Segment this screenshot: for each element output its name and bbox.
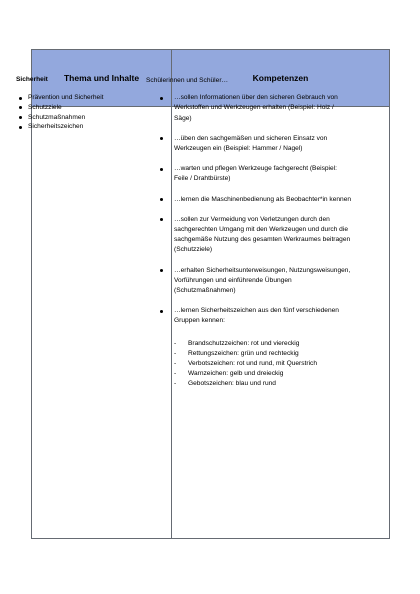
topic-cell bbox=[16, 76, 134, 132]
topic-list-item: Sicherheitszeichen bbox=[16, 122, 134, 132]
topic-list-item: Schutzmaßnahmen bbox=[16, 113, 134, 123]
competency-item: …sollen zur Vermeidung von Verletzungen durch den sachgerechten Umgang mit den Werkzeugen und durch die sachgemäße Nutzung des gesamten Werkraumes beitragen (Schutzziele) bbox=[146, 215, 352, 256]
topic-list-item: Schutzziele bbox=[16, 103, 134, 113]
competency-cell bbox=[146, 76, 352, 400]
sign-group-item: - Verbotszeichen: rot und rund, mit Querstrich bbox=[174, 359, 352, 369]
header-competency-label: Kompetenzen bbox=[252, 73, 309, 83]
competency-item: …sollen Informationen über den sicheren Gebrauch von Werkstoffen und Werkzeugen erhalten (Beispiel: Holz / Säge) bbox=[146, 93, 352, 124]
competency-item: …erhalten Sicherheitsunterweisungen, Nutzungsweisungen, Vorführungen und einführende Übungen (Schutzmaßnahmen) bbox=[146, 266, 352, 297]
competency-item: …lernen die Maschinenbedienung als Beobachter*in kennen bbox=[146, 195, 352, 205]
sign-group-item: - Brandschutzzeichen: rot und viereckig bbox=[174, 339, 352, 349]
topic-title: Sicherheit bbox=[16, 76, 48, 83]
competency-item: …üben den sachgemäßen und sicheren Einsatz von Werkzeugen ein (Beispiel: Hammer / Nagel) bbox=[146, 134, 352, 154]
competency-item-sign-groups bbox=[146, 306, 352, 389]
topic-list bbox=[16, 93, 134, 132]
competency-item: …warten und pflegen Werkzeuge fachgerecht (Beispiel: Feile / Drahtbürste) bbox=[146, 164, 352, 184]
sign-group-item: - Gebotszeichen: blau und rund bbox=[174, 379, 352, 389]
competency-intro: Schülerinnen und Schüler… bbox=[146, 77, 229, 84]
sign-group-item: - Warnzeichen: gelb und dreieckig bbox=[174, 369, 352, 379]
sign-group-list bbox=[174, 339, 352, 390]
topic-list-item: Prävention und Sicherheit bbox=[16, 93, 134, 103]
competency-item-text: …lernen Sicherheitszeichen aus den fünf verschiedenen Gruppen kennen: bbox=[174, 307, 339, 325]
sign-group-item: - Rettungszeichen: grün und rechteckig bbox=[174, 349, 352, 359]
competency-list bbox=[146, 93, 352, 389]
header-topic-label: Thema und Inhalte bbox=[63, 73, 140, 83]
